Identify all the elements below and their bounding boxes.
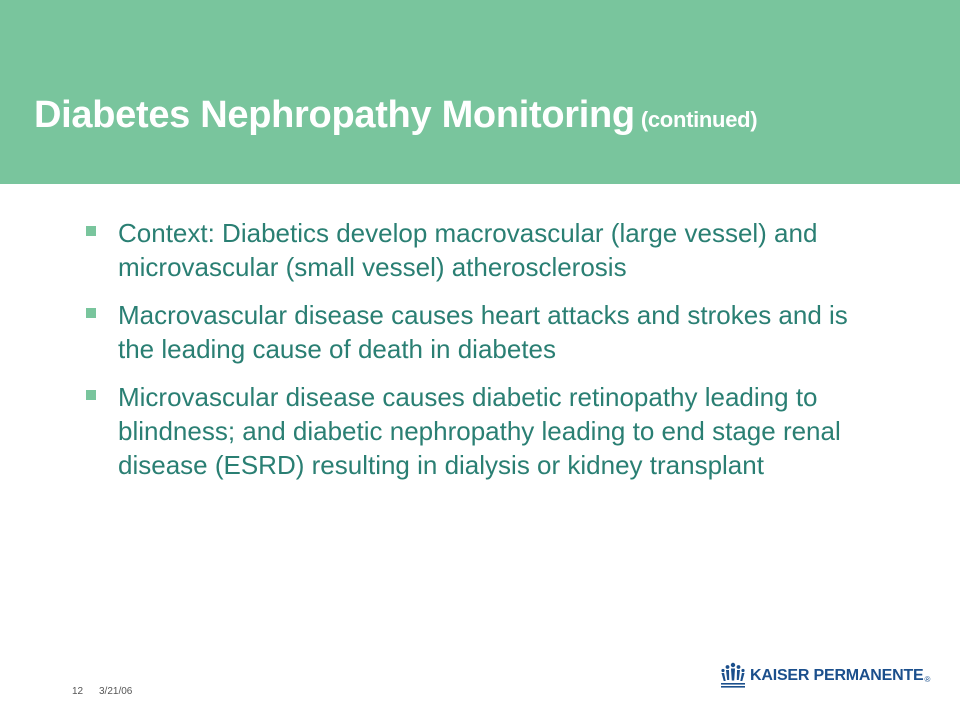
kaiser-permanente-logo [720,662,930,690]
bullet-item [82,298,882,366]
square-bullet-icon [86,308,96,318]
bullet-text: Context: Diabetics develop macrovascular (large vessel) and microvascular (small vessel) atherosclerosis [118,218,818,282]
bullet-item [82,380,882,482]
slide-date: 3/21/06 [99,686,133,697]
slide-title-suffix: (continued) [640,107,758,132]
slide-title-main: Diabetes Nephropathy Monitoring [34,94,635,136]
bullet-list [82,216,882,496]
title-banner [0,0,960,184]
square-bullet-icon [86,390,96,400]
registered-mark: ® [924,674,931,684]
kaiser-people-icon [720,662,746,690]
slide-title [34,94,757,137]
logo-wordmark: KAISER PERMANENTE [750,667,924,684]
bullet-text: Microvascular disease causes diabetic retinopathy leading to blindness; and diabetic nephropathy leading to end stage renal disease (ESRD) resulting in dialysis or kidney transplant [118,382,841,480]
square-bullet-icon [86,226,96,236]
bullet-item [82,216,882,284]
slide-number: 12 [72,686,84,697]
bullet-text: Macrovascular disease causes heart attacks and strokes and is the leading cause of death in diabetes [118,300,848,364]
